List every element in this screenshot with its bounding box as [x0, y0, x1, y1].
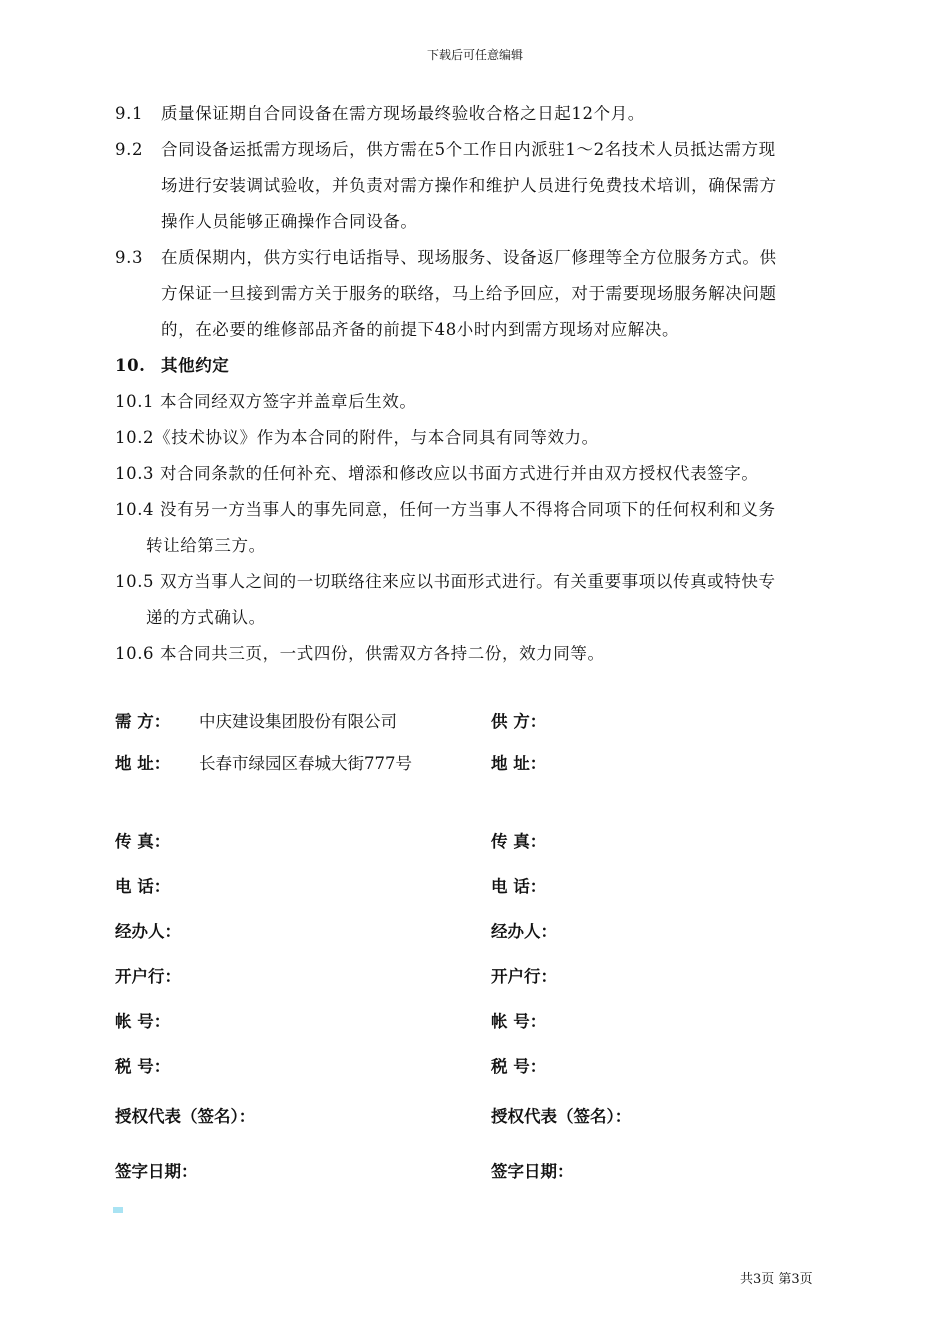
text-cursor-marker — [113, 1207, 123, 1213]
sig-row-phone — [115, 873, 815, 903]
clause-line: 合同设备运抵需方现场后，供方需在5个工作日内派驻1～2名技术人员抵达需方现 — [161, 140, 776, 159]
supplier-tax-label: 税 号： — [491, 1057, 547, 1076]
buyer-fax-label: 传 真： — [115, 832, 171, 851]
section-title: 其他约定 — [161, 356, 230, 375]
supplier-date-label: 签字日期： — [491, 1162, 574, 1181]
sig-row-party — [115, 708, 815, 738]
clause-line: 10.3 对合同条款的任何补充、增添和修改应以书面方式进行并由双方授权代表签字。 — [115, 464, 759, 483]
clause-line: 10.1 本合同经双方签字并盖章后生效。 — [115, 392, 417, 411]
sig-row-bank — [115, 963, 815, 993]
clause-10-5 — [115, 564, 860, 636]
sig-row-address — [115, 750, 815, 780]
sig-row-tax — [115, 1053, 815, 1083]
supplier-fax-label: 传 真： — [491, 832, 547, 851]
clause-line: 10.6 本合同共三页，一式四份，供需双方各持二份，效力同等。 — [115, 644, 605, 663]
clause-number: 9.3 — [115, 248, 144, 267]
sig-row-agent — [115, 918, 815, 948]
buyer-tax-label: 税 号： — [115, 1057, 171, 1076]
clause-10-2 — [115, 420, 860, 456]
supplier-agent-label: 经办人： — [491, 922, 557, 941]
clause-line: 方保证一旦接到需方关于服务的联络，马上给予回应，对于需要现场服务解决问题 — [161, 284, 777, 303]
clause-number: 9.2 — [115, 140, 144, 159]
clause-line: 递的方式确认。 — [146, 608, 266, 627]
clause-line: 场进行安装调试验收，并负责对需方操作和维护人员进行免费技术培训，确保需方 — [161, 176, 777, 195]
clause-9-1 — [115, 96, 860, 132]
supplier-account-label: 帐 号： — [491, 1012, 547, 1031]
clause-number: 9.1 — [115, 104, 144, 123]
clause-9-3 — [115, 240, 860, 348]
page-header: 下载后可任意编辑 — [426, 48, 523, 62]
buyer-account-label: 帐 号： — [115, 1012, 171, 1031]
clause-line: 操作人员能够正确操作合同设备。 — [161, 212, 418, 231]
buyer-party-value: 中庆建设集团股份有限公司 — [199, 712, 397, 731]
clause-text — [161, 240, 860, 348]
supplier-address-label: 地 址： — [491, 754, 547, 773]
clause-text — [161, 132, 860, 240]
supplier-bank-label: 开户行： — [491, 967, 557, 986]
buyer-date-label: 签字日期： — [115, 1162, 198, 1181]
buyer-phone-label: 电 话： — [115, 877, 171, 896]
clause-line: 10.4 没有另一方当事人的事先同意，任何一方当事人不得将合同项下的任何权利和义务 — [115, 500, 776, 519]
clause-text — [161, 96, 860, 132]
clause-line: 的，在必要的维修部品齐备的前提下48小时内到需方现场对应解决。 — [161, 320, 680, 339]
clause-line: 10.2《技术协议》作为本合同的附件，与本合同具有同等效力。 — [115, 428, 599, 447]
clause-10-4 — [115, 492, 860, 564]
buyer-agent-label: 经办人： — [115, 922, 181, 941]
buyer-representative-label: 授权代表（签名）： — [115, 1107, 256, 1126]
sig-row-fax — [115, 828, 815, 858]
clause-10-3 — [115, 456, 860, 492]
clause-line: 10.5 双方当事人之间的一切联络往来应以书面形式进行。有关重要事项以传真或特快专 — [115, 572, 776, 591]
clause-10-6 — [115, 636, 860, 672]
buyer-party-label: 需 方： — [115, 712, 171, 731]
clause-line: 质量保证期自合同设备在需方现场最终验收合格之日起12个月。 — [161, 104, 645, 123]
contract-clauses — [115, 96, 860, 672]
section-10-heading — [115, 348, 860, 384]
supplier-phone-label: 电 话： — [491, 877, 547, 896]
clause-line: 转让给第三方。 — [146, 536, 266, 555]
supplier-representative-label: 授权代表（签名）： — [491, 1107, 632, 1126]
sig-row-account — [115, 1008, 815, 1038]
sig-row-date — [115, 1158, 815, 1188]
clause-9-2 — [115, 132, 860, 240]
buyer-bank-label: 开户行： — [115, 967, 181, 986]
section-number: 10. — [115, 356, 146, 375]
clause-line: 在质保期内，供方实行电话指导、现场服务、设备返厂修理等全方位服务方式。供 — [161, 248, 777, 267]
buyer-address-value: 长春市绿园区春城大街777号 — [199, 754, 412, 773]
buyer-address-label: 地 址： — [115, 754, 171, 773]
supplier-party-label: 供 方： — [491, 712, 547, 731]
page-footer: 共3页 第3页 — [740, 1272, 813, 1287]
sig-row-representative — [115, 1103, 815, 1133]
clause-10-1 — [115, 384, 860, 420]
